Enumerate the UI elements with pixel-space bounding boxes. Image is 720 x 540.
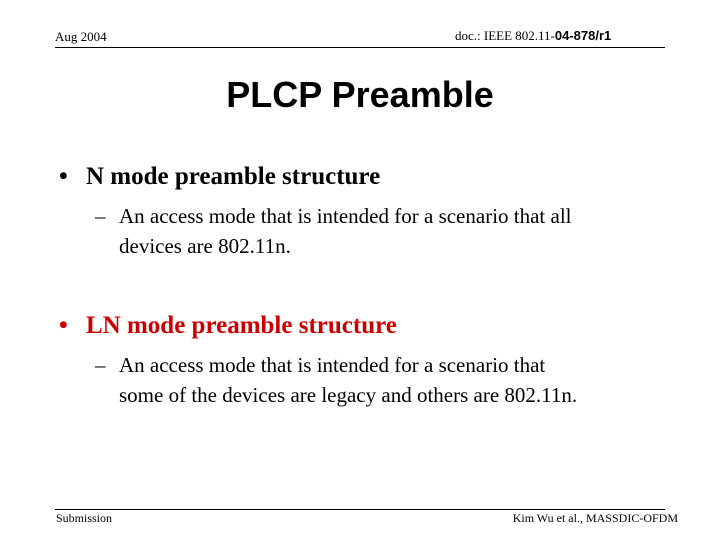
sub-bullet-line: devices are 802.11n. — [119, 234, 291, 258]
header-doc-code: 04-878/r1 — [554, 28, 612, 43]
header-doc-id — [455, 28, 611, 44]
footer-submission: Submission — [56, 511, 113, 525]
header-rule — [55, 47, 665, 48]
footer-rule — [55, 509, 665, 510]
sub-bullet-line: An access mode that is intended for a scenario that — [119, 353, 546, 377]
bullet-n-mode — [59, 163, 380, 191]
bullet-ln-mode — [59, 312, 397, 340]
bullet-text: LN mode preamble structure — [86, 312, 397, 339]
bullet-marker: • — [59, 312, 68, 339]
sub-bullet-marker: – — [95, 204, 106, 228]
sub-bullet-marker: – — [95, 353, 106, 377]
header-doc-prefix: doc.: IEEE 802.11- — [455, 28, 555, 43]
bullet-text: N mode preamble structure — [86, 163, 381, 190]
sub-bullet-line: some of the devices are legacy and others are 802.11n. — [119, 383, 578, 407]
sub-bullet-ln-mode — [95, 350, 577, 410]
slide-title: PLCP Preamble — [226, 74, 494, 115]
header-date: Aug 2004 — [55, 29, 107, 44]
sub-bullet-line: An access mode that is intended for a scenario that all — [119, 204, 572, 228]
sub-bullet-n-mode — [95, 201, 572, 261]
bullet-marker: • — [59, 163, 68, 190]
footer-authors: Kim Wu et al., MASSDIC-OFDM — [512, 511, 678, 525]
